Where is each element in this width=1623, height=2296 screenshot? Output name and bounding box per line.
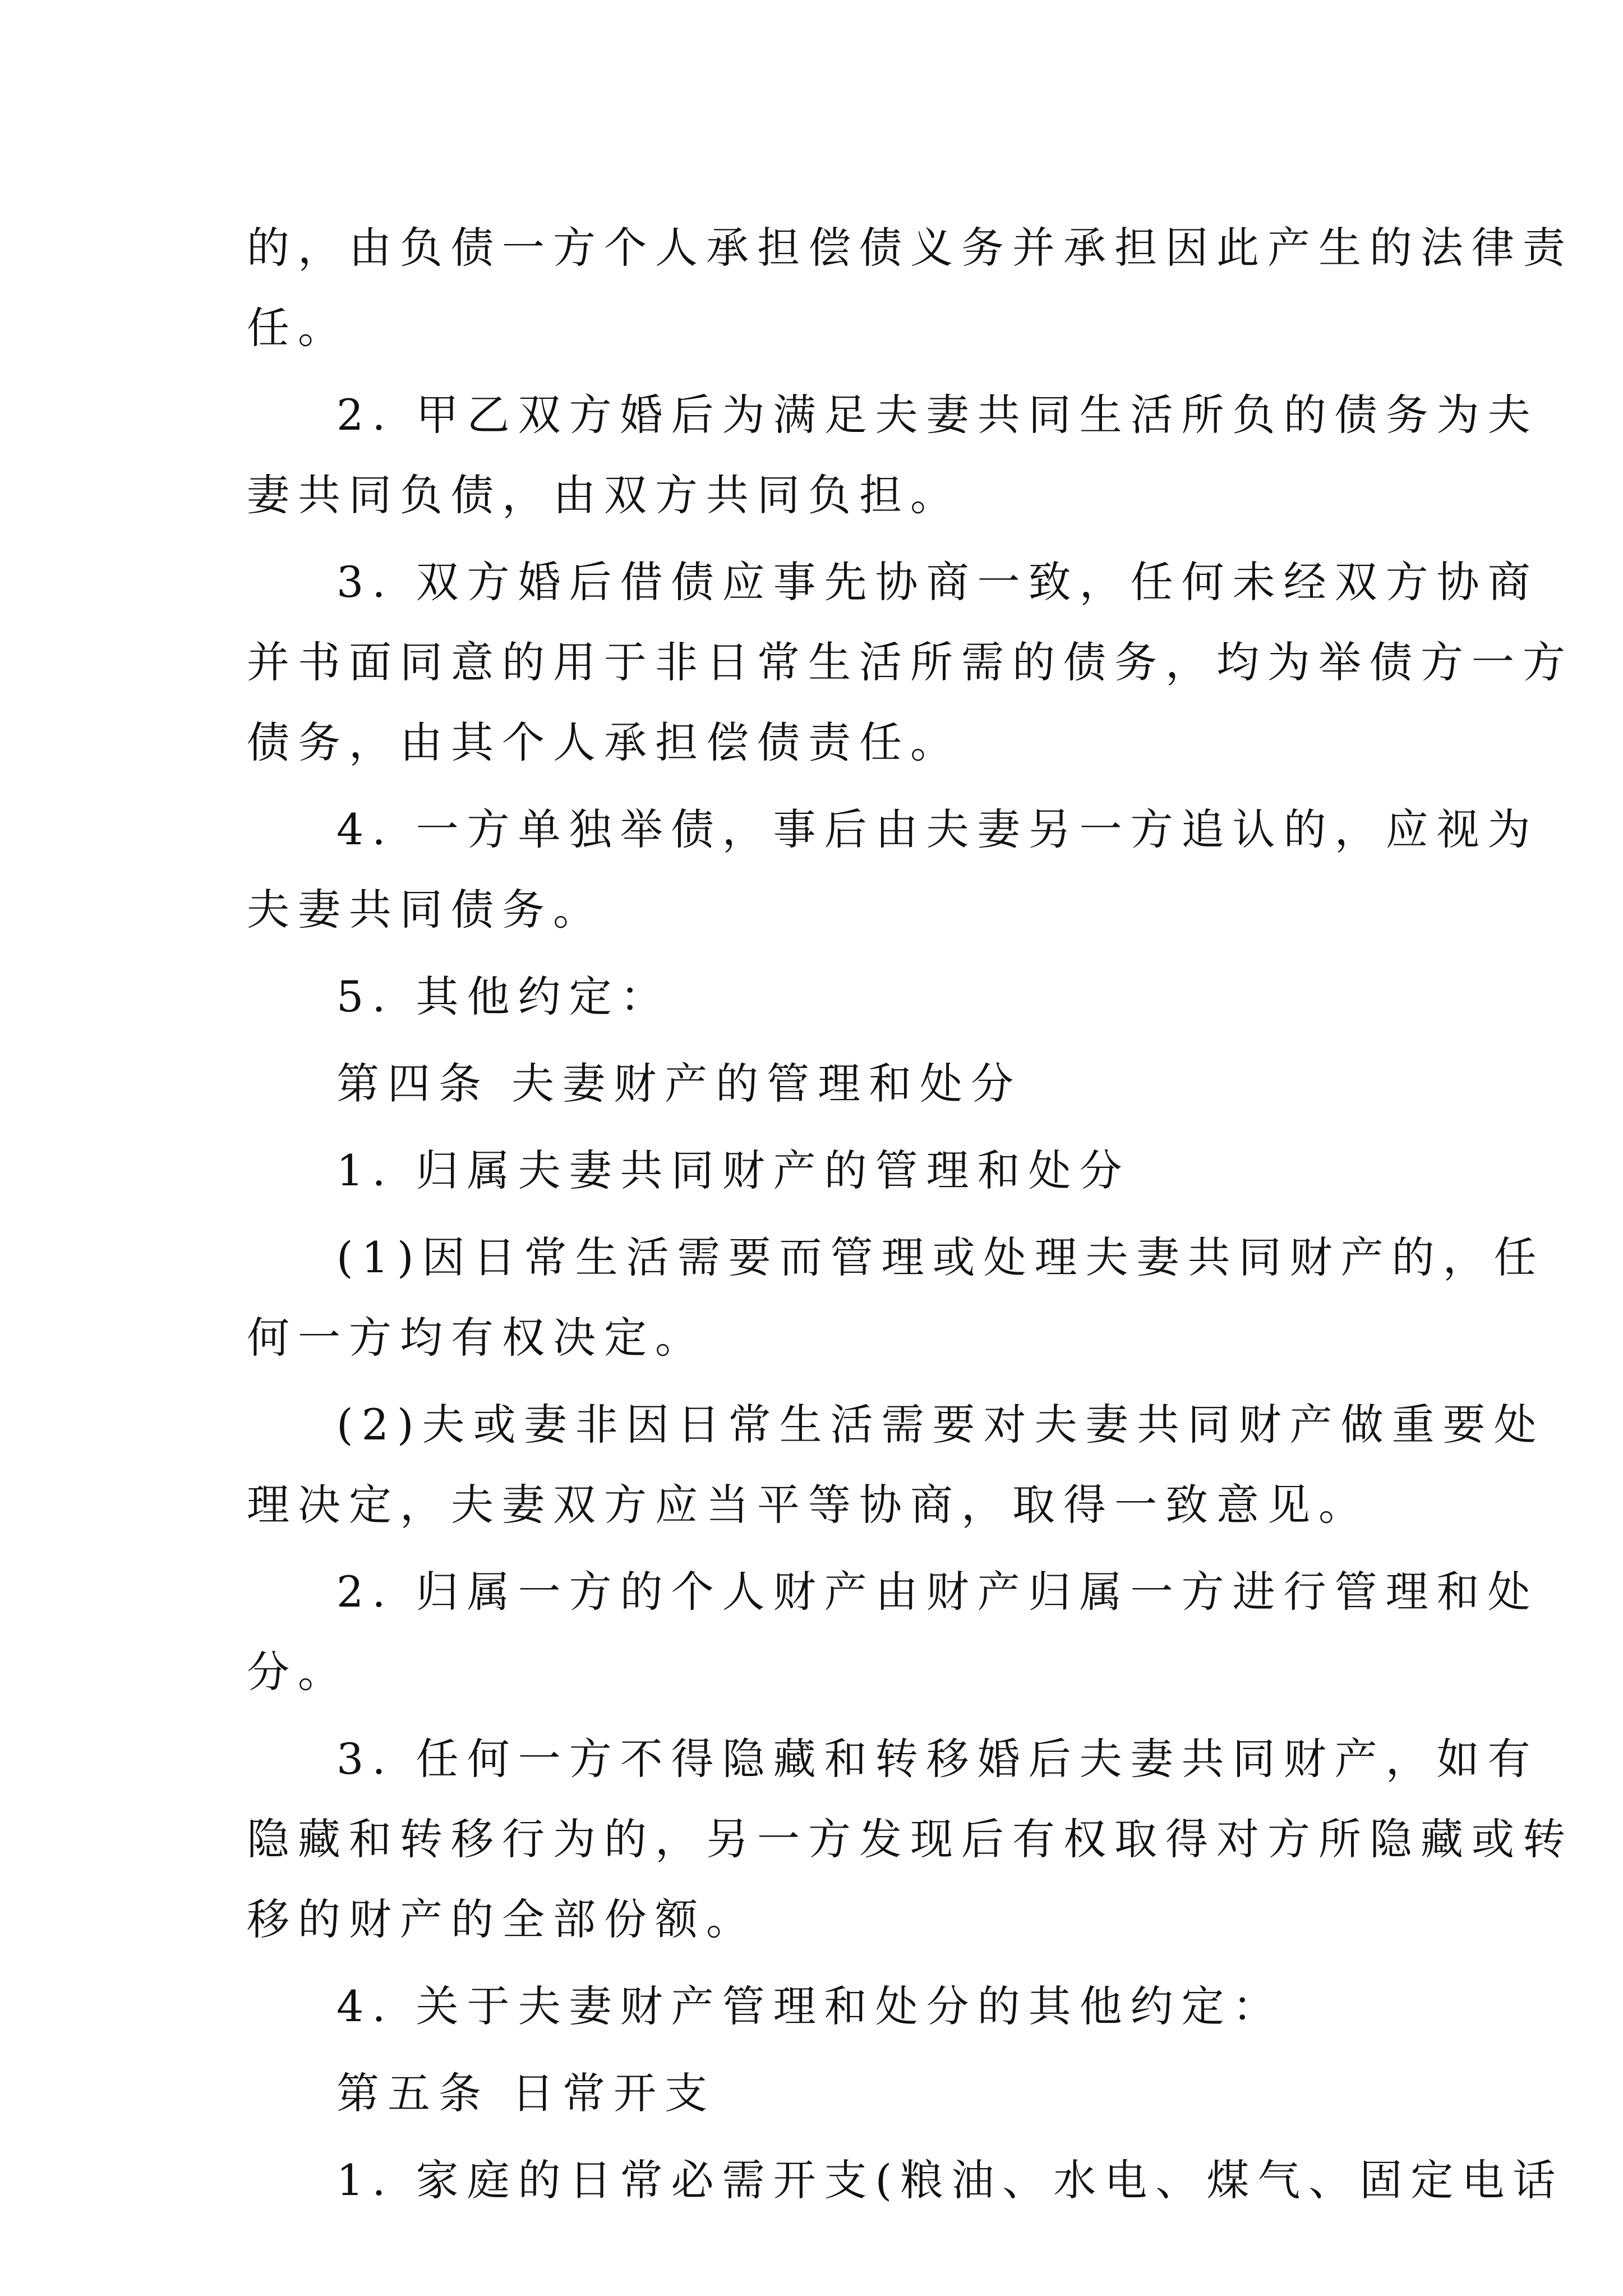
document-body: [247, 208, 1574, 2227]
text-line: 并书面同意的用于非日常生活所需的债务，均为举债方一方: [247, 637, 1574, 687]
text-line: 4. 关于夫妻财产管理和处分的其他约定：: [336, 1981, 1284, 2031]
text-line: 3. 任何一方不得隐藏和转移婚后夫妻共同财产，如有: [336, 1734, 1539, 1784]
paragraph-debt-item-5: [247, 956, 1391, 1037]
paragraph-art4-item-3: [247, 1719, 1574, 1959]
paragraph-art5-item-1: [247, 2140, 1564, 2220]
text-line: 移的财产的全部份额。: [247, 1894, 757, 1944]
text-line: (1)因日常生活需要而管理或处理夫妻共同财产的，任: [336, 1232, 1545, 1282]
text-line: 的，由负债一方个人承担偿债义务并承担因此产生的法律责: [247, 223, 1574, 273]
text-line: 债务，由其个人承担偿债责任。: [247, 717, 961, 767]
article-4-heading: [247, 1043, 1391, 1124]
section-heading: 第五条 日常开支: [336, 2068, 716, 2118]
paragraph-art4-item-1-1: [247, 1217, 1545, 1378]
text-line: 理决定，夫妻双方应当平等协商，取得一致意见。: [247, 1480, 1370, 1530]
text-line: 夫妻共同债务。: [247, 885, 604, 935]
text-line: 任。: [247, 303, 349, 353]
text-line: 分。: [247, 1647, 349, 1697]
text-line: 5. 其他约定：: [336, 972, 671, 1022]
text-line: 1. 家庭的日常必需开支(粮油、水电、煤气、固定电话: [336, 2155, 1564, 2205]
text-line: 3. 双方婚后借债应事先协商一致，任何未经双方协商: [336, 557, 1539, 607]
paragraph-debt-item-2: [247, 375, 1539, 535]
text-line: (2)夫或妻非因日常生活需要对夫妻共同财产做重要处: [336, 1400, 1545, 1450]
text-line: 何一方均有权决定。: [247, 1313, 706, 1363]
text-line: 妻共同负债，由双方共同负担。: [247, 470, 961, 520]
paragraph-art4-item-1-2: [247, 1384, 1545, 1545]
paragraph-art4-item-2: [247, 1552, 1539, 1712]
paragraph-art4-item-4: [247, 1966, 1391, 2046]
text-line: 4. 一方单独举债，事后由夫妻另一方追认的，应视为: [336, 804, 1539, 854]
section-heading: 第四条 夫妻财产的管理和处分: [336, 1059, 1022, 1108]
article-5-heading: [247, 2053, 1391, 2133]
text-line: 2. 归属一方的个人财产由财产归属一方进行管理和处: [336, 1567, 1539, 1617]
paragraph-debt-item-4: [247, 789, 1539, 950]
paragraph-debt-continued: [247, 208, 1574, 368]
text-line: 2. 甲乙双方婚后为满足夫妻共同生活所负的债务为夫: [336, 390, 1539, 440]
text-line: 隐藏和转移行为的，另一方发现后有权取得对方所隐藏或转: [247, 1814, 1574, 1864]
text-line: 1. 归属夫妻共同财产的管理和处分: [336, 1145, 1131, 1195]
paragraph-art4-item-1: [247, 1130, 1391, 1211]
paragraph-debt-item-3: [247, 542, 1574, 783]
